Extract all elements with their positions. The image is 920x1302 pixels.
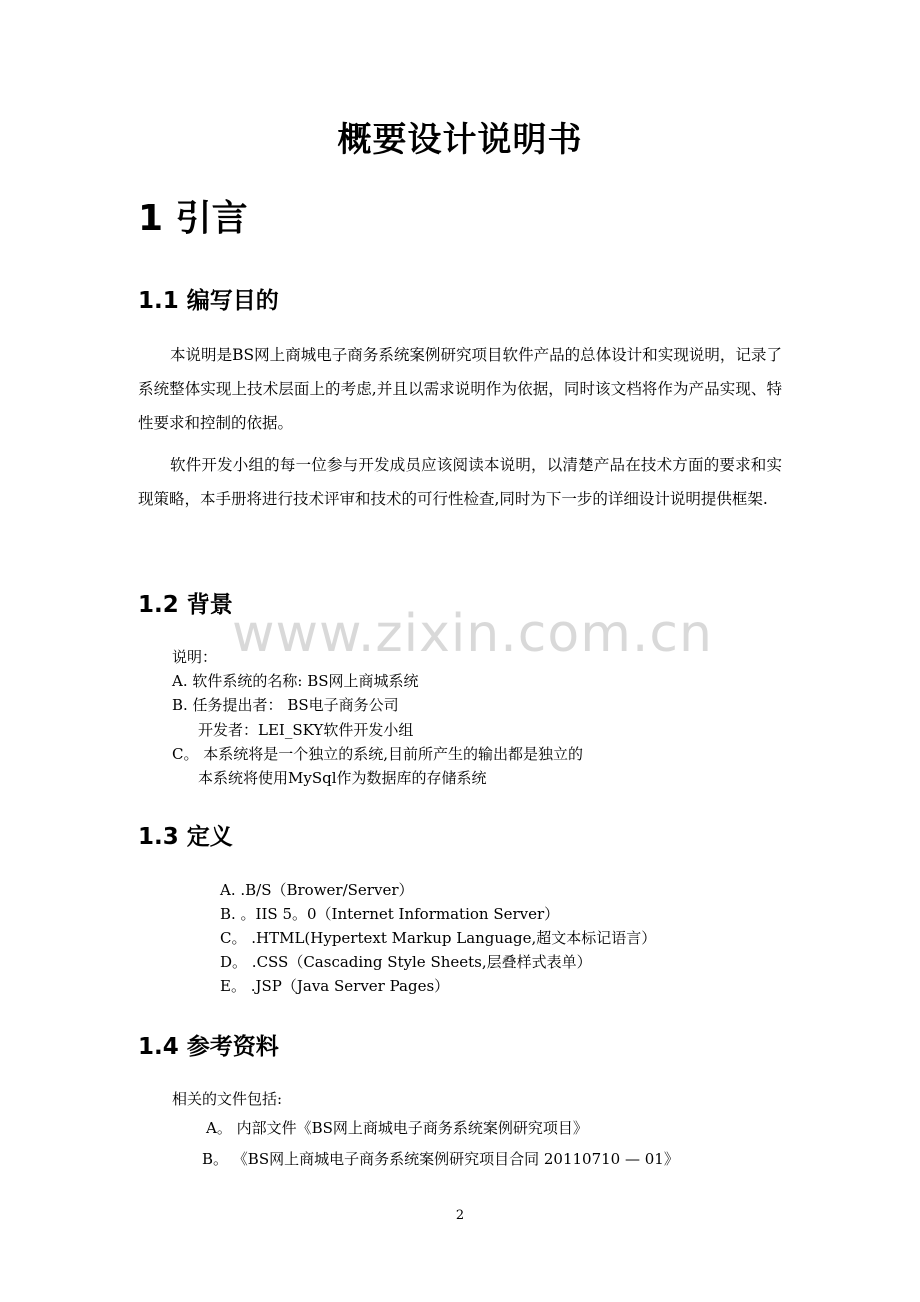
section-heading-background: 1.2 背景 <box>138 592 233 618</box>
section-heading-references: 1.4 参考资料 <box>138 1034 279 1060</box>
page-number: 2 <box>455 1208 465 1223</box>
references-intro: 相关的文件包括: <box>172 1090 283 1108</box>
document-title: 概要设计说明书 <box>337 120 583 160</box>
background-line: B. 任务提出者： BS电子商务公司 <box>172 696 399 714</box>
definition-item: C。 .HTML(Hypertext Markup Language,超文本标记语言） <box>220 929 657 947</box>
paragraph-purpose-1: 本说明是BS网上商城电子商务系统案例研究项目软件产品的总体设计和实现说明，记录了系统整体实现上技术层面上的考虑,并且以需求说明作为依据，同时该文档将作为产品实现、特性要求和控制的依据。 <box>138 346 782 432</box>
section-heading-definitions: 1.3 定义 <box>138 824 233 850</box>
reference-item: A。 内部文件《BS网上商城电子商务系统案例研究项目》 <box>206 1119 588 1137</box>
watermark: www.zixin.com.cn <box>232 604 713 664</box>
section-heading-purpose: 1.1 编写目的 <box>138 288 279 314</box>
definition-item: A. .B/S（Brower/Server） <box>220 881 414 899</box>
background-line: 本系统将使用MySql作为数据库的存储系统 <box>198 769 487 787</box>
chapter-heading: 1 引言 <box>138 198 248 239</box>
paragraph-purpose-2: 软件开发小组的每一位参与开发成员应该阅读本说明，以清楚产品在技术方面的要求和实现策略，本手册将进行技术评审和技术的可行性检查,同时为下一步的详细设计说明提供框架. <box>138 456 782 508</box>
definition-item: D。 .CSS（Cascading Style Sheets,层叠样式表单） <box>220 953 592 971</box>
background-line: 开发者：LEI_SKY软件开发小组 <box>198 721 414 739</box>
definition-item: E。 .JSP（Java Server Pages） <box>220 977 450 995</box>
reference-item: B。 《BS网上商城电子商务系统案例研究项目合同 20110710 — 01》 <box>202 1150 679 1168</box>
definition-item: B. 。IIS 5。0（Internet Information Server） <box>220 905 560 923</box>
background-line: 说明： <box>172 648 218 666</box>
background-line: A. 软件系统的名称: BS网上商城系统 <box>172 672 419 690</box>
background-line: C。 本系统将是一个独立的系统,目前所产生的输出都是独立的 <box>172 745 584 763</box>
